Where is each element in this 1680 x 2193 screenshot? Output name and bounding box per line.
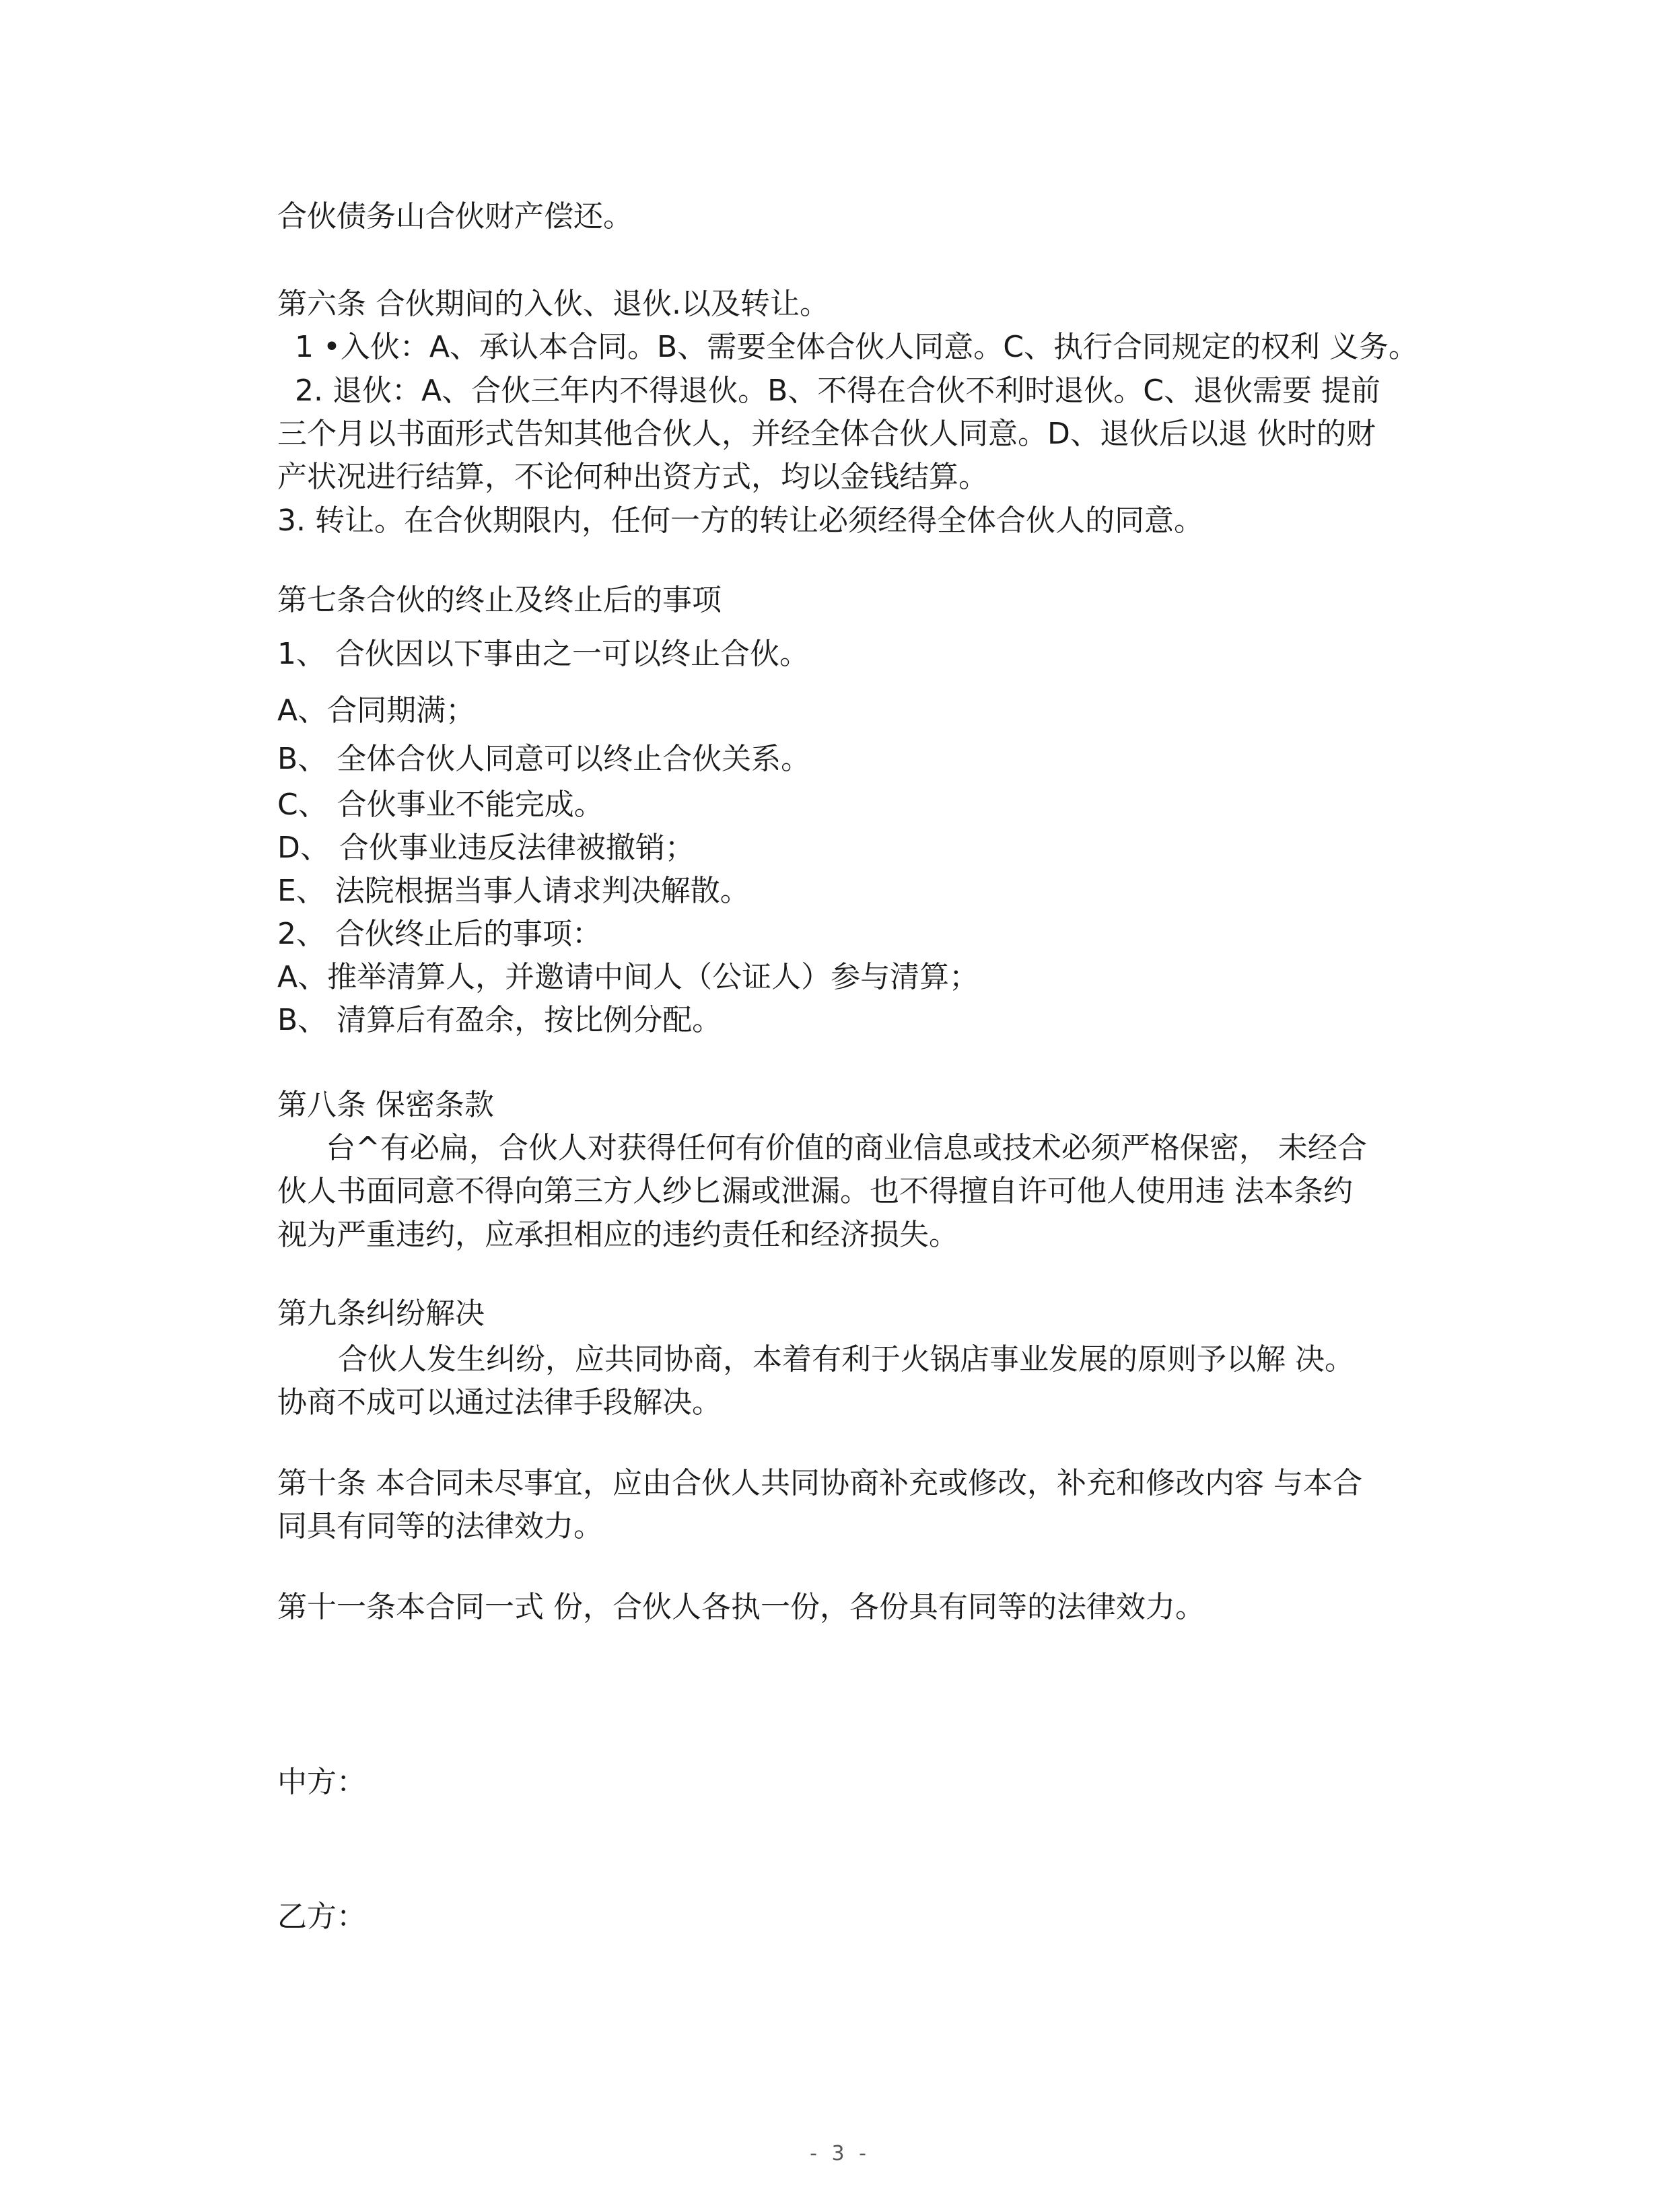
article-9-heading: 第九条纠纷解决 [277,1296,485,1331]
text-line: 伙人书面同意不得向第三方人纱匕漏或泄漏。也不得擅自许可他人使用违 法本条约 [277,1174,1353,1208]
text-line: 合伙人发生纠纷，应共同协商，本着有利于火锅店事业发展的原则予以解 决。 [338,1342,1354,1377]
article-10-heading: 第十条 本合同未尽事宜，应由合伙人共同协商补充或修改，补充和修改内容 与本合 [277,1466,1362,1500]
text-line: A、推举清算人，并邀请中间人（公证人）参与清算； [277,960,979,994]
text-line: 2、 合伙终止后的事项： [277,917,602,951]
text-line: 同具有同等的法律效力。 [277,1509,603,1543]
text-line: 合伙债务山合伙财产偿还。 [277,199,633,234]
text-line: B、 清算后有盈余，按比例分配。 [277,1003,722,1037]
party-b-signature-label: 乙方： [277,1900,366,1934]
text-line: 台^有必扁，合伙人对获得任何有价值的商业信息或技术必须严格保密， 未经合 [326,1131,1367,1165]
text-line: 1 •入伙：A、承认本合同。B、需要全体合伙人同意。C、执行合同规定的权利 义务。 [295,330,1418,364]
article-11-heading: 第十一条本合同一式 份，合伙人各执一份，各份具有同等的法律效力。 [277,1590,1205,1624]
text-line: 1、 合伙因以下事由之一可以终止合伙。 [277,637,809,671]
text-line: 3. 转让。在合伙期限内，任何一方的转让必须经得全体合伙人的同意。 [277,503,1203,538]
party-a-signature-label: 中方： [277,1765,366,1799]
text-line: E、 法院根据当事人请求判决解散。 [277,874,750,908]
text-line: 2. 退伙：A、合伙三年内不得退伙。B、不得在合伙不利时退伙。C、退伙需要 提前 [295,374,1380,408]
text-line: 协商不成可以通过法律手段解决。 [277,1385,722,1420]
text-line: 三个月以书面形式告知其他合伙人，并经全体合伙人同意。D、退伙后以退 伙时的财 [277,417,1376,451]
article-8-heading: 第八条 保密条款 [277,1088,494,1122]
text-line: 视为严重违约，应承担相应的违约责任和经济损失。 [277,1218,958,1252]
article-6-heading: 第六条 合伙期间的入伙、退伙.以及转让。 [277,287,829,321]
article-7-heading: 第七条合伙的终止及终止后的事项 [277,583,722,617]
page-number: - 3 - [810,2142,870,2165]
text-line: C、 合伙事业不能完成。 [277,788,604,822]
text-line: 产状况进行结算，不论何种出资方式，均以金钱结算。 [277,460,988,494]
text-line: D、 合伙事业违反法律被撤销； [277,831,695,865]
text-line: A、合同期满； [277,693,476,728]
text-line: B、 全体合伙人同意可以终止合伙关系。 [277,742,811,776]
